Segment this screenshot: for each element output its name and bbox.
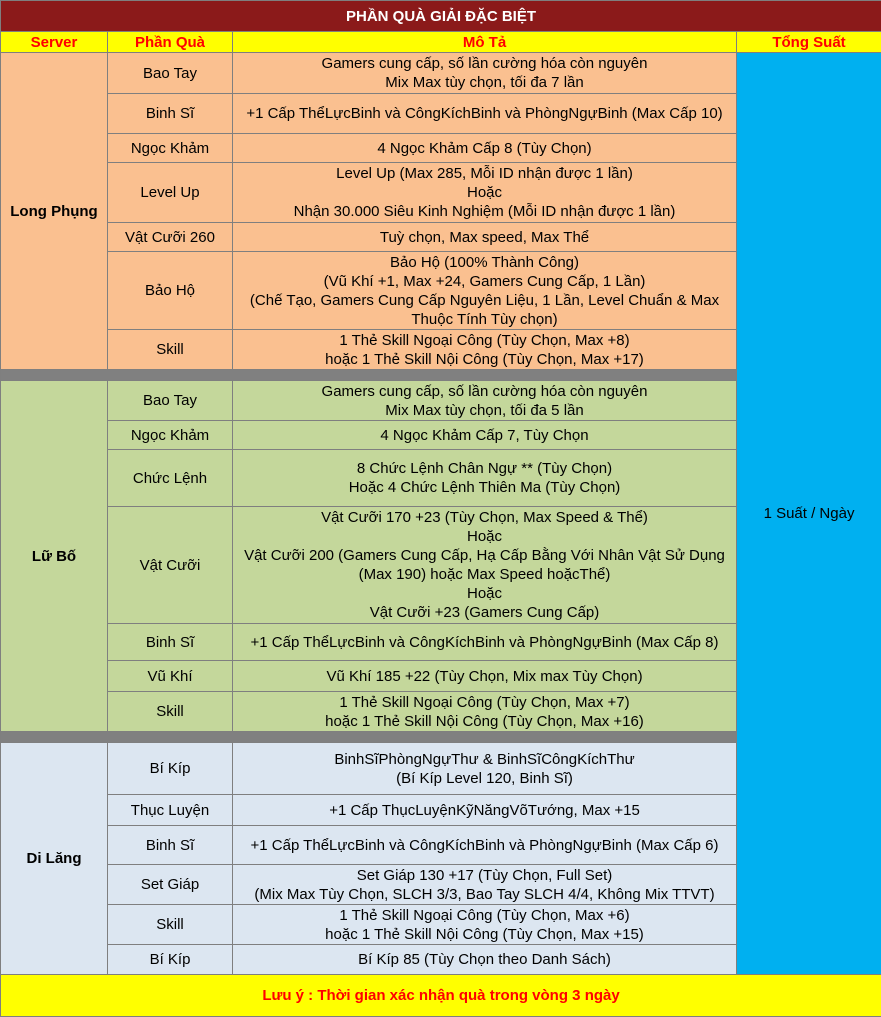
table-row [1, 53, 881, 94]
gift-cell: Binh Sĩ [108, 826, 233, 865]
description-cell: 4 Ngọc Khảm Cấp 8 (Tùy Chọn) [233, 134, 737, 163]
description-cell: 1 Thẻ Skill Ngoại Công (Tùy Chọn, Max +8) hoặc 1 Thẻ Skill Nội Công (Tùy Chọn, Max +17) [233, 330, 737, 370]
gift-cell: Skill [108, 330, 233, 370]
description-cell: BinhSĩPhòngNgựThư & BinhSĩCôngKíchThư (Bí Kíp Level 120, Binh Sĩ) [233, 743, 737, 795]
gift-cell: Bao Tay [108, 381, 233, 421]
gift-cell: Vật Cưỡi [108, 507, 233, 624]
gift-cell: Bí Kíp [108, 945, 233, 975]
description-cell: Gamers cung cấp, số lần cường hóa còn nguyên Mix Max tùy chọn, tối đa 7 lần [233, 53, 737, 94]
description-cell: +1 Cấp ThụcLuyệnKỹNăngVõTướng, Max +15 [233, 795, 737, 826]
description-cell: +1 Cấp ThểLựcBinh và CôngKíchBinh và PhòngNgựBinh (Max Cấp 6) [233, 826, 737, 865]
description-cell: +1 Cấp ThểLựcBinh và CôngKíchBinh và PhòngNgựBinh (Max Cấp 8) [233, 624, 737, 661]
gift-cell: Skill [108, 692, 233, 732]
server-long-phung: Long Phụng [1, 53, 108, 370]
note-text: Lưu ý : Thời gian xác nhận quà trong vòng 3 ngày [1, 975, 881, 1017]
header-gift: Phần Quà [108, 32, 233, 53]
gift-cell: Vũ Khí [108, 661, 233, 692]
description-cell: Level Up (Max 285, Mỗi ID nhận được 1 lần) Hoặc Nhận 30.000 Siêu Kinh Nghiệm (Mỗi ID nhận được 1 lần) [233, 163, 737, 223]
gift-cell: Bí Kíp [108, 743, 233, 795]
description-cell: Bảo Hộ (100% Thành Công) (Vũ Khí +1, Max +24, Gamers Cung Cấp, 1 Lần) (Chế Tạo, Gamers Cung Cấp Nguyên Liệu, 1 Lần, Level Chuẩn & Max Thuộc Tính Tùy chọn) [233, 252, 737, 330]
description-cell: Tuỳ chọn, Max speed, Max Thể [233, 223, 737, 252]
header-description: Mô Tả [233, 32, 737, 53]
description-cell: 8 Chức Lệnh Chân Ngự ** (Tùy Chọn) Hoặc 4 Chức Lệnh Thiên Ma (Tùy Chọn) [233, 450, 737, 507]
server-di-lang: Di Lăng [1, 743, 108, 975]
gift-cell: Bao Tay [108, 53, 233, 94]
description-cell: Bí Kíp 85 (Tùy Chọn theo Danh Sách) [233, 945, 737, 975]
gift-cell: Vật Cưỡi 260 [108, 223, 233, 252]
gift-cell: Ngọc Khảm [108, 134, 233, 163]
description-cell: +1 Cấp ThểLựcBinh và CôngKíchBinh và PhòngNgựBinh (Max Cấp 10) [233, 94, 737, 134]
gift-cell: Thục Luyện [108, 795, 233, 826]
description-cell: Set Giáp 130 +17 (Tùy Chọn, Full Set) (Mix Max Tùy Chọn, SLCH 3/3, Bao Tay SLCH 4/4, Không Mix TTVT) [233, 865, 737, 905]
total-quota: 1 Suất / Ngày [737, 53, 881, 975]
gift-cell: Bảo Hộ [108, 252, 233, 330]
description-cell: Gamers cung cấp, số lần cường hóa còn nguyên Mix Max tùy chọn, tối đa 5 lần [233, 381, 737, 421]
gift-cell: Chức Lệnh [108, 450, 233, 507]
title-row [1, 1, 881, 32]
header-total: Tổng Suất [737, 32, 881, 53]
header-server: Server [1, 32, 108, 53]
gift-cell: Binh Sĩ [108, 94, 233, 134]
description-cell: Vũ Khí 185 +22 (Tùy Chọn, Mix max Tùy Chọn) [233, 661, 737, 692]
header-row [1, 32, 881, 53]
note-row [1, 975, 881, 1017]
description-cell: Vật Cưỡi 170 +23 (Tùy Chọn, Max Speed & Thể) Hoặc Vật Cưỡi 200 (Gamers Cung Cấp, Hạ Cấp Bằng Với Nhân Vật Sử Dụng (Max 190) hoặc Max Speed hoặcThể) Hoặc Vật Cưỡi +23 (Gamers Cung Cấp) [233, 507, 737, 624]
description-cell: 1 Thẻ Skill Ngoại Công (Tùy Chọn, Max +7) hoặc 1 Thẻ Skill Nội Công (Tùy Chọn, Max +16) [233, 692, 737, 732]
server-lu-bo: Lữ Bố [1, 381, 108, 732]
table-title: PHẦN QUÀ GIẢI ĐẶC BIỆT [1, 1, 881, 32]
gift-cell: Binh Sĩ [108, 624, 233, 661]
gift-cell: Level Up [108, 163, 233, 223]
gift-cell: Set Giáp [108, 865, 233, 905]
description-cell: 1 Thẻ Skill Ngoại Công (Tùy Chọn, Max +6) hoặc 1 Thẻ Skill Nội Công (Tùy Chọn, Max +15) [233, 905, 737, 945]
description-cell: 4 Ngọc Khảm Cấp 7, Tùy Chọn [233, 421, 737, 450]
gift-cell: Ngọc Khảm [108, 421, 233, 450]
gift-cell: Skill [108, 905, 233, 945]
